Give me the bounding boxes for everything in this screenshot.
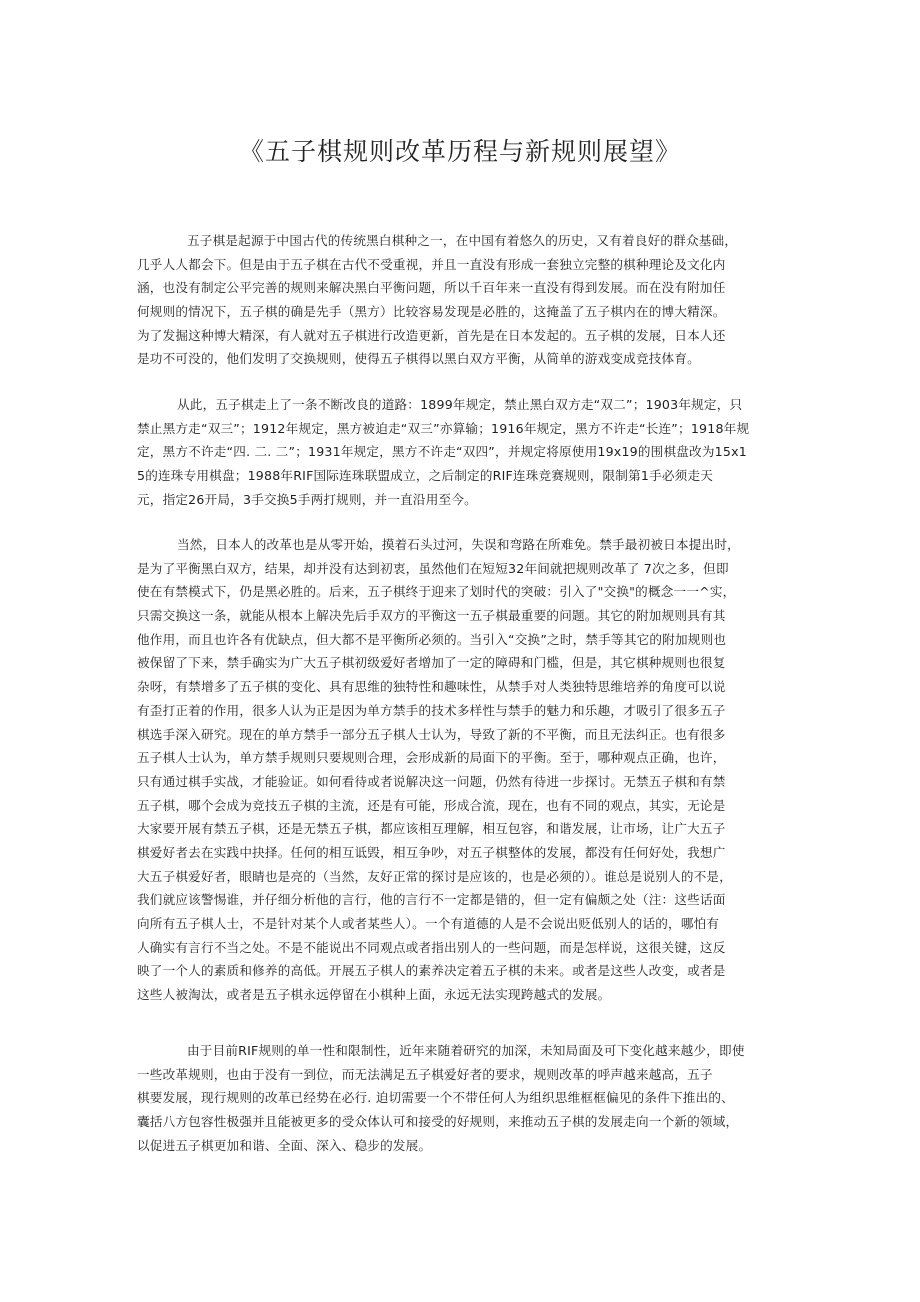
- paragraph-line: 一些改革规则，也由于没有一到位，而无法满足五子棋爱好者的要求，规则改革的呼声越来越高，五子: [137, 1066, 713, 1082]
- paragraph-line: 棋要发展，现行规则的改革已经势在必行. 迫切需要一个不带任何人为组织思维框框偏见的条件下推出的、: [137, 1090, 734, 1106]
- paragraph-line: 我们就应该警惕谁，并仔细分析他的言行，他的言行不一定都是错的，但一定有偏颇之处（注：这些话面: [137, 892, 726, 908]
- paragraph-line: 是功不可没的，他们发明了交换规则，使得五子棋得以黑白双方平衡，从简单的游戏变成竞技体育。: [137, 351, 700, 367]
- paragraph-line: 使在有禁模式下，仍是黑必胜的。后来，五子棋终于迎来了划时代的突破：引入了"交换"的概念一一^实，: [137, 584, 736, 600]
- paragraph-4: [137, 1039, 797, 1157]
- paragraph-line: 只有通过棋手实战，才能验证。如何看待或者说解决这一问题，仍然有待进一步探讨。无禁五子棋和有禁: [137, 773, 726, 789]
- paragraph-line: 人确实有言行不当之处。不是不能说出不同观点或者指出别人的一些问题，而是怎样说，这很关键，这反: [137, 939, 726, 955]
- paragraph-line: 元，指定26开局，3手交换5手两打规则，并一直沿用至今。: [137, 491, 477, 507]
- paragraph-line: 映了一个人的素质和修养的高低。开展五子棋人的素养决定着五子棋的未来。或者是这些人改变，或者是: [137, 963, 726, 979]
- paragraph-line: 大五子棋爱好者，眼睛也是亮的（当然，友好正常的探讨是应该的，也是必须的）。谁总是说别人的不是，: [137, 868, 733, 884]
- paragraph-3: [137, 533, 797, 1007]
- paragraph-2: [137, 393, 797, 511]
- paragraph-line: 涵，也没有制定公平完善的规则来解决黑白平衡问题，所以千百年来一直没有得到发展。而在没有附加任: [137, 280, 726, 296]
- paragraph-line: 为了发掘这种博大精深，有人就对五子棋进行改造更新，首先是在日本发起的。五子棋的发展，日本人还: [137, 327, 726, 343]
- paragraph-line: 被保留了下来，禁手确实为广大五子棋初级爱好者增加了一定的障碍和门槛，但是，其它棋种规则也很复: [137, 655, 726, 671]
- paragraph-line: 杂呀，有禁增多了五子棋的变化、具有思维的独特性和趣味性，从禁手对人类独特思维培养的角度可以说: [137, 679, 726, 695]
- paragraph-line: 向所有五子棋人士，不是针对某个人或者某些人）。一个有道德的人是不会说出贬低别人的话的，哪怕有: [137, 916, 720, 931]
- paragraph-line: 棋选手深入研究。现在的单方禁手一部分五子棋人士认为，导致了新的不平衡，而且无法纠正。也有很多: [137, 726, 726, 742]
- paragraph-line: 何规则的情况下，五子棋的确是先手（黑方）比较容易发现是必胜的，这掩盖了五子棋内在的博大精深。: [137, 304, 726, 320]
- paragraph-line: 棋爱好者去在实践中抉择。任何的相互诋毁，相互争吵，对五子棋整体的发展，都没有任何好处，我想广: [137, 844, 726, 860]
- paragraph-line: 定，黑方不许走“四. 二. 二”；1931年规定，黑方不许走“双四”，并规定将原使用19x19的围棋盘改为15x1: [137, 444, 747, 460]
- paragraph-line: 这些人被淘汰，或者是五子棋永远停留在小棋种上面，永远无法实现跨越式的发展。: [137, 987, 611, 1003]
- paragraph-line: 当然，日本人的改革也是从零开始，摸着石头过河，失误和弯路在所难免。禁手最初被日本提出时，: [177, 537, 740, 552]
- paragraph-line: 五子棋人士认为，单方禁手规则只要规则合理，会形成新的局面下的平衡。至于，哪种观点正确，也许，: [137, 750, 726, 766]
- paragraph-line: 他作用，而且也许各有优缺点，但大都不是平衡所必须的。当引入“交换”之时，禁手等其它的附加规则也: [137, 631, 727, 647]
- paragraph-line: 五子棋是起源于中国古代的传统黑白棋种之一，在中国有着悠久的历史，又有着良好的群众基础，: [187, 233, 738, 248]
- paragraph-line: 以促进五子棋更加和谐、全面、深入、稳步的发展。: [137, 1137, 432, 1153]
- paragraph-line: 是为了平衡黑白双方，结果，却并没有达到初衷，虽然他们在短短32年间就把规则改革了 7次之多，但即: [137, 560, 729, 576]
- paragraph-1: [137, 229, 797, 371]
- paragraph-line: 禁止黑方走“双三”；1912年规定，黑方被迫走“双三”亦算输；1916年规定，黑方不许走“长连”；1918年规: [137, 420, 750, 436]
- paragraph-line: 有歪打正着的作用，很多人认为正是因为单方禁手的技术多样性与禁手的魅力和乐趣，才吸引了很多五子: [137, 702, 726, 718]
- paragraph-line: 大家要开展有禁五子棋，还是无禁五子棋，都应该相互理解，相互包容，和谐发展，让市场，让广大五子: [137, 821, 726, 837]
- paragraph-line: 5的连珠专用棋盘；1988年RIF国际连珠联盟成立，之后制定的RIF连珠竞赛规则，限制第1手必须走天: [137, 468, 714, 484]
- paragraph-line: 由于目前RIF规则的单一性和限制性，近年来随着研究的加深，未知局面及可下变化越来越少，即使: [187, 1043, 745, 1058]
- paragraph-line: 从此，五子棋走上了一条不断改良的道路：1899年规定，禁止黑白双方走“双二”；1903年规定，只: [177, 397, 743, 412]
- paragraph-line: 囊括八方包容性极强并且能被更多的受众体认可和接受的好规则，来推动五子棋的发展走向一个新的领域，: [137, 1114, 739, 1130]
- document-title: 《五子棋规则改革历程与新规则展望》: [238, 137, 681, 166]
- paragraph-line: 只需交换这一条，就能从根本上解决先后手双方的平衡这一五子棋最重要的问题。其它的附加规则具有其: [137, 608, 726, 624]
- paragraph-line: 五子棋，哪个会成为竞技五子棋的主流，还是有可能，形成合流，现在，也有不同的观点，其实，无论是: [137, 797, 726, 813]
- paragraph-line: 几乎人人都会下。但是由于五子棋在古代不受重视，并且一直没有形成一套独立完整的棋种理论及文化内: [137, 256, 726, 272]
